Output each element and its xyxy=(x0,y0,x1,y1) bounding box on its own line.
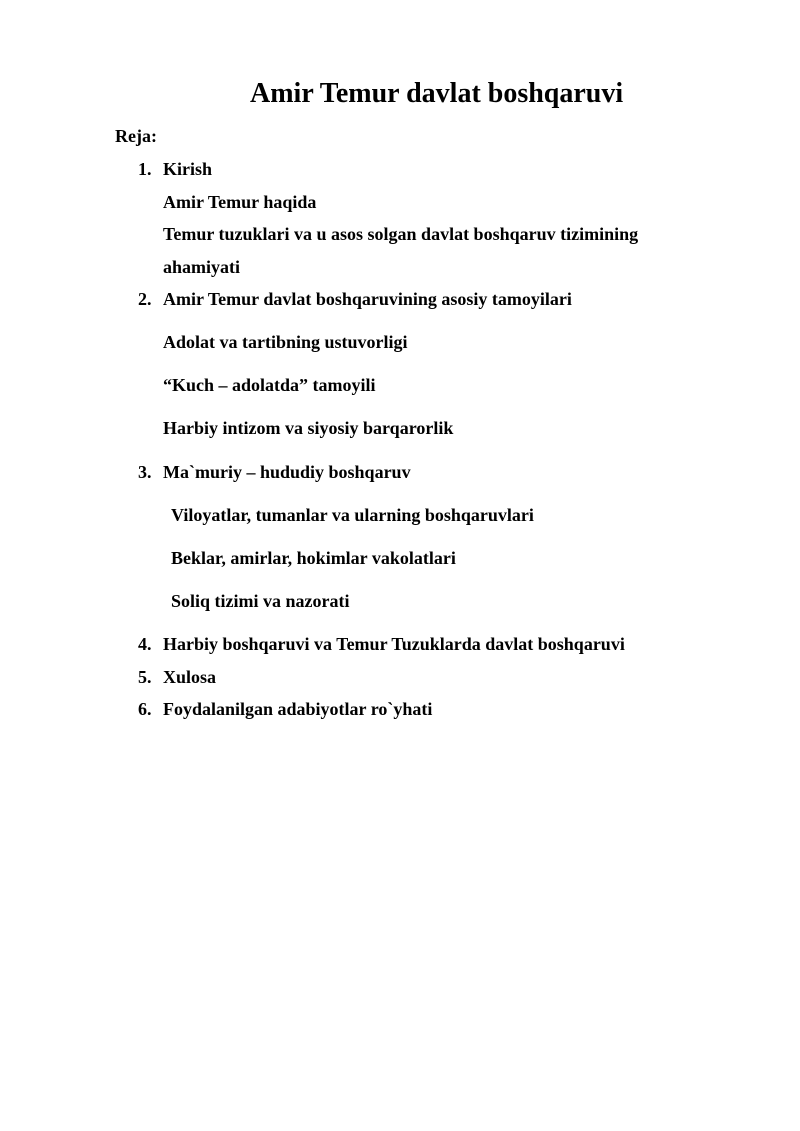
list-subitem: ahamiyati xyxy=(163,257,241,277)
list-item-number: 3. xyxy=(138,462,152,482)
list-subitem: Beklar, amirlar, hokimlar vakolatlari xyxy=(171,548,456,568)
list-subitem: Harbiy intizom va siyosiy barqarorlik xyxy=(163,418,454,438)
list-subitem: Soliq tizimi va nazorati xyxy=(171,591,350,611)
list-subitem: Adolat va tartibning ustuvorligi xyxy=(163,332,408,352)
list-item-number: 2. xyxy=(138,289,152,309)
list-item-number: 6. xyxy=(138,699,152,719)
list-item-number: 4. xyxy=(138,634,152,654)
list-item-label: Ma`muriy – hududiy boshqaruv xyxy=(163,462,411,482)
list-subitem: Temur tuzuklari va u asos solgan davlat boshqaruv tizimining xyxy=(163,224,639,244)
list-item-number: 1. xyxy=(138,159,152,179)
list-item-label: Harbiy boshqaruvi va Temur Tuzuklarda davlat boshqaruvi xyxy=(163,634,625,654)
list-subitem: Viloyatlar, tumanlar va ularning boshqaruvlari xyxy=(171,505,534,525)
list-item-label: Amir Temur davlat boshqaruvining asosiy tamoyilari xyxy=(163,289,572,309)
list-item-label: Foydalanilgan adabiyotlar ro`yhati xyxy=(163,699,433,719)
list-item-number: 5. xyxy=(138,667,152,687)
list-subitem: Amir Temur haqida xyxy=(163,192,317,212)
list-subitem: “Kuch – adolatda” tamoyili xyxy=(163,375,376,395)
list-item-label: Xulosa xyxy=(163,667,217,687)
list-item-label: Kirish xyxy=(163,159,213,179)
document-title: Amir Temur davlat boshqaruvi xyxy=(250,78,624,109)
plan-label: Reja: xyxy=(115,126,157,146)
